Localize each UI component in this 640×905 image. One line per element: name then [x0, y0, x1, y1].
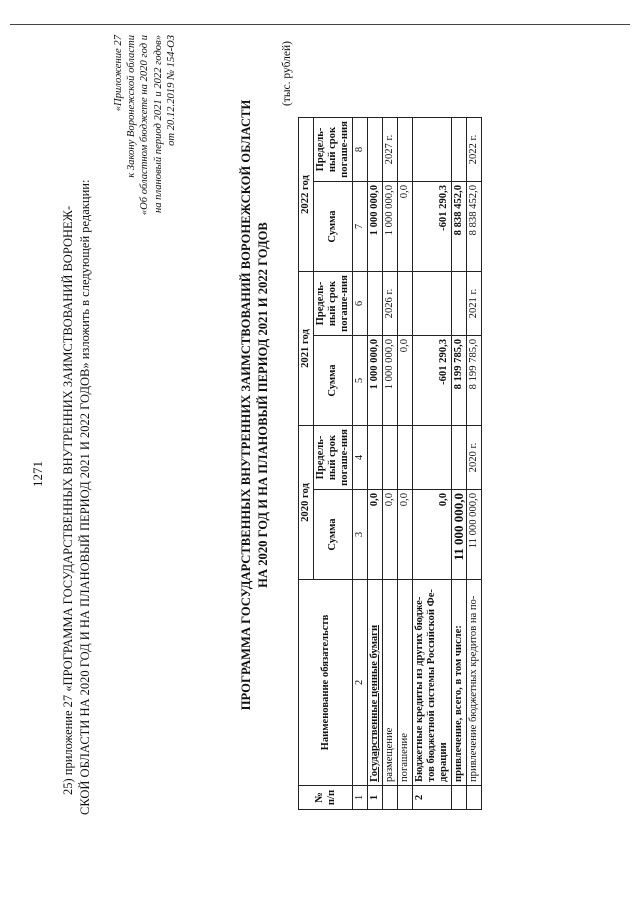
term-2020: [368, 426, 383, 490]
header-sum: Сумма: [314, 182, 353, 272]
header-term: Предель-ный срок погаше-ния: [314, 118, 353, 182]
header-sum: Сумма: [314, 490, 353, 580]
index-cell: 3: [353, 490, 368, 580]
table-row: [413, 118, 452, 810]
row-name: Бюджетные кредиты из других бюдже-тов бюджетной системы Российской Фе-дерации: [413, 580, 452, 786]
row-name: Государственные ценные бумаги: [368, 580, 383, 786]
sum-2021: -601 290,3: [413, 336, 452, 426]
sum-2022: 1 000 000,0: [368, 182, 383, 272]
row-number: [452, 786, 467, 810]
row-number: 1: [368, 786, 383, 810]
index-cell: 6: [353, 272, 368, 336]
table-row: [368, 118, 383, 810]
law-reference: [112, 35, 178, 325]
sum-2021: 1 000 000,0: [368, 336, 383, 426]
reference-line-3: «Об областном бюджете на 2020 год и: [139, 35, 151, 216]
index-cell: 4: [353, 426, 368, 490]
header-term: Предель-ный срок погаше-ния: [314, 426, 353, 490]
header-year-2020: 2020 год: [299, 426, 314, 580]
header-sum: Сумма: [314, 336, 353, 426]
sum-2021: 1 000 000,0: [383, 336, 398, 426]
sum-2020: 11 000 000,0: [467, 490, 482, 580]
sum-2022: 0,0: [398, 182, 413, 272]
intro-line-1: 25) приложение 27 «ПРОГРАММА ГОСУДАРСТВЕННЫХ ВНУТРЕННИХ ЗАИМСТВОВАНИЙ ВОРОНЕЖ-: [61, 206, 75, 795]
sum-2020: 11 000 000,0: [452, 490, 467, 580]
scan-edge-line: [10, 24, 630, 25]
intro-line-2: СКОЙ ОБЛАСТИ НА 2020 ГОД И НА ПЛАНОВЫЙ ПЕРИОД 2021 И 2022 ГОДОВ» изложить в следующей редакции:: [78, 179, 92, 815]
sum-2022: 1 000 000,0: [383, 182, 398, 272]
reference-line-5: от 20.12.2019 № 154-ОЗ: [165, 35, 177, 146]
term-2022: [413, 118, 452, 182]
row-name: погашение: [398, 580, 413, 786]
table-row: [467, 118, 482, 810]
reference-line-1: «Приложение 27: [113, 35, 124, 112]
term-2020: [383, 426, 398, 490]
term-2021: 2026 г.: [383, 272, 398, 336]
term-2020: [398, 426, 413, 490]
header-year-2021: 2021 год: [299, 272, 314, 426]
term-2021: [398, 272, 413, 336]
sum-2020: 0,0: [413, 490, 452, 580]
index-row: [353, 118, 368, 810]
term-2022: 2022 г.: [467, 118, 482, 182]
sum-2021: 8 199 785,0: [452, 336, 467, 426]
term-2021: [413, 272, 452, 336]
term-2021: [368, 272, 383, 336]
borrowings-table: [298, 117, 482, 810]
sum-2021: 0,0: [398, 336, 413, 426]
page-number: 1271: [30, 461, 45, 487]
sum-2020: 0,0: [398, 490, 413, 580]
header-name: Наименование обязательств: [299, 580, 353, 786]
index-cell: 5: [353, 336, 368, 426]
term-2022: [368, 118, 383, 182]
sum-2020: 0,0: [383, 490, 398, 580]
sum-2022: 8 838 452,0: [452, 182, 467, 272]
sum-2022: -601 290,3: [413, 182, 452, 272]
intro-paragraph: [60, 70, 94, 815]
term-2022: 2027 г.: [383, 118, 398, 182]
term-2022: [452, 118, 467, 182]
header-term: Предель-ный срок погаше-ния: [314, 272, 353, 336]
sum-2021: 8 199 785,0: [467, 336, 482, 426]
row-number: [467, 786, 482, 810]
reference-line-4: на плановый период 2021 и 2022 годов»: [152, 35, 164, 214]
term-2021: 2021 г.: [467, 272, 482, 336]
term-2022: [398, 118, 413, 182]
row-name: привлечение, всего, в том числе:: [452, 580, 467, 786]
term-2020: [452, 426, 467, 490]
header-num: № п/п: [299, 786, 353, 810]
table-row: [383, 118, 398, 810]
row-number: [383, 786, 398, 810]
table-row: [452, 118, 467, 810]
title-line-1: ПРОГРАММА ГОСУДАРСТВЕННЫХ ВНУТРЕННИХ ЗАИМСТВОВАНИЙ ВОРОНЕЖСКОЙ ОБЛАСТИ: [239, 99, 253, 711]
sum-2020: 0,0: [368, 490, 383, 580]
index-cell: 7: [353, 182, 368, 272]
row-number: 2: [413, 786, 452, 810]
term-2021: [452, 272, 467, 336]
sum-2022: 8 838 452,0: [467, 182, 482, 272]
row-name: размещение: [383, 580, 398, 786]
header-year-2022: 2022 год: [299, 118, 314, 272]
unit-label: (тыс. рублей): [281, 41, 293, 107]
reference-line-2: к Закону Воронежской области: [126, 35, 138, 178]
term-2020: 2020 г.: [467, 426, 482, 490]
index-cell: 2: [353, 580, 368, 786]
term-2020: [413, 426, 452, 490]
index-cell: 1: [353, 786, 368, 810]
table-row: [398, 118, 413, 810]
row-name: привлечение бюджетных кредитов на по-: [467, 580, 482, 786]
document-title: [238, 0, 272, 820]
index-cell: 8: [353, 118, 368, 182]
title-line-2: НА 2020 ГОД И НА ПЛАНОВЫЙ ПЕРИОД 2021 И 2022 ГОДОВ: [256, 222, 270, 588]
header-row-years: [299, 118, 314, 810]
row-number: [398, 786, 413, 810]
